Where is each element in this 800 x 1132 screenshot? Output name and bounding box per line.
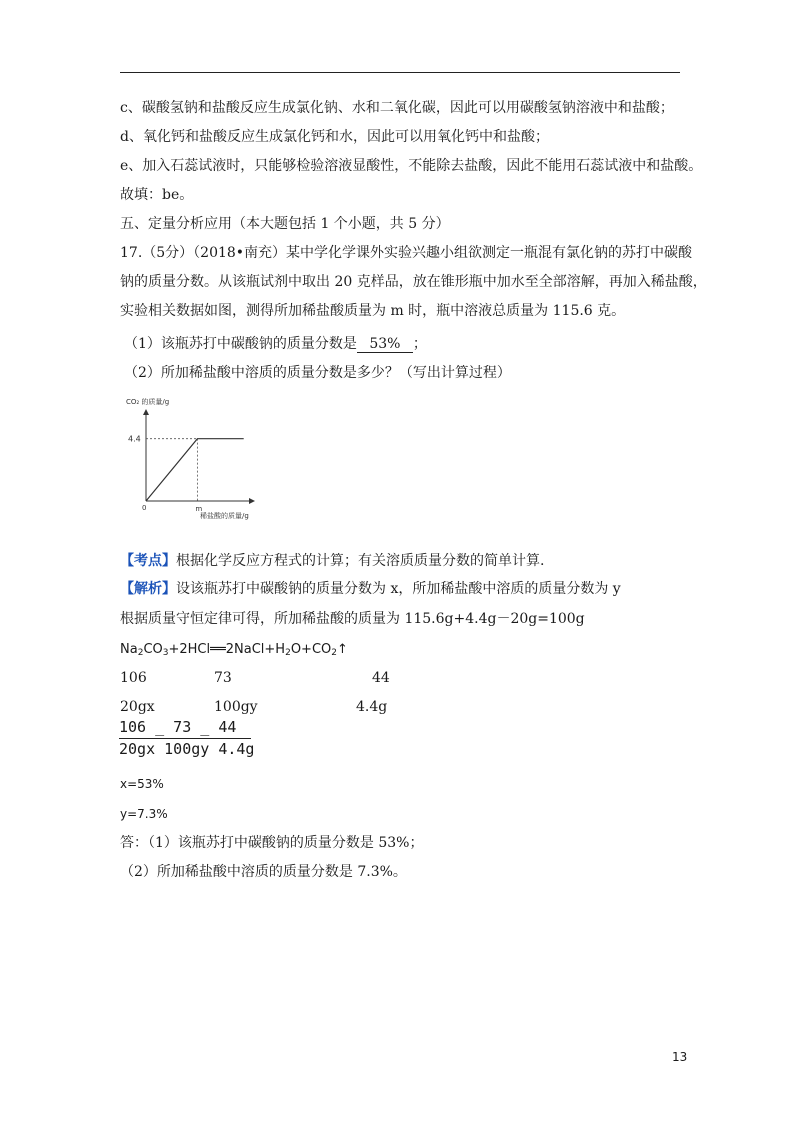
subquestion-1 [124, 334, 427, 354]
page-number: 13 [672, 1050, 688, 1064]
proportion-fraction [119, 718, 259, 760]
jiexi-text: 设该瓶苏打中碳酸钠的质量分数为 x，所加稀盐酸中溶质的质量分数为 y [176, 581, 621, 597]
x-result: x=53% [120, 777, 164, 791]
gas-arrow: ↑ [337, 642, 348, 657]
chemical-equation [120, 640, 348, 663]
question-17-line2: 钠的质量分数。从该瓶试剂中取出 20 克样品，放在锥形瓶中加水至全部溶解，再加入稀盐酸， [120, 274, 707, 290]
mass-na2co3: 106 [120, 670, 147, 686]
fraction-numerators: 106 _ 73 _ 44 [119, 718, 237, 736]
eq-subscript: 2 [137, 648, 144, 658]
subquestion-1-text: （1）该瓶苏打中碳酸钠的质量分数是 [124, 336, 357, 352]
question-17-line3: 实验相关数据如图，测得所加稀盐酸质量为 m 时，瓶中溶液总质量为 115.6 克。 [120, 303, 626, 319]
co2-chart-svg [118, 394, 278, 524]
eq-part: CO [143, 642, 163, 657]
kaodian-text: 根据化学反应方程式的计算；有关溶质质量分数的简单计算. [176, 553, 545, 569]
eq-part: +2HCl══2NaCl+H [168, 642, 286, 657]
kaodian-line [120, 551, 544, 571]
question-17-line1: 17.（5分）（2018•南充）某中学化学课外实验兴趣小组欲测定一瓶混有氯化钠的苏打中碳酸 [120, 245, 693, 261]
answer-blank: 53% [357, 336, 413, 353]
answer-fill: 故填：be。 [120, 187, 194, 203]
amount-hcl: 100gy [214, 699, 258, 715]
mass-co2: 44 [372, 670, 390, 686]
line-e: e、加入石蕊试液时，只能够检验溶液显酸性，不能除去盐酸，因此不能用石蕊试液中和盐酸。 [120, 158, 703, 174]
subquestion-1-end: ； [412, 336, 427, 352]
x-axis-label: 稀盐酸的质量/g [200, 512, 249, 520]
mass-hcl: 73 [214, 670, 232, 686]
x-tick-label: m [195, 505, 203, 513]
eq-part: O+CO [290, 642, 332, 657]
subquestion-2: （2）所加稀盐酸中溶质的质量分数是多少？（写出计算过程） [124, 365, 511, 381]
section-heading: 五、定量分析应用（本大题包括 1 个小题，共 5 分） [120, 216, 450, 232]
fraction-bar [119, 738, 251, 739]
answer-2: （2）所加稀盐酸中溶质的质量分数是 7.3%。 [120, 864, 407, 880]
co2-chart [118, 394, 278, 524]
y-tick-label: 4.4 [128, 434, 141, 444]
amount-co2: 4.4g [356, 699, 388, 715]
fraction-denominators: 20gx 100gy 4.4g [119, 740, 255, 758]
kaodian-tag: 【考点】 [120, 553, 176, 569]
line-c: c、碳酸氢钠和盐酸反应生成氯化钠、水和二氧化碳，因此可以用碳酸氢钠溶液中和盐酸； [120, 100, 674, 116]
eq-subscript: 2 [285, 648, 291, 658]
series-line [146, 439, 244, 501]
header-rule [120, 72, 680, 73]
eq-part: Na [120, 642, 138, 657]
conservation-line: 根据质量守恒定律可得，所加稀盐酸的质量为 115.6g+4.4g－20g=100g [120, 611, 585, 627]
answer-1: 答：（1）该瓶苏打中碳酸钠的质量分数是 53%； [120, 835, 424, 851]
origin-label: 0 [142, 504, 147, 512]
line-d: d、氧化钙和盐酸反应生成氯化钙和水，因此可以用氧化钙中和盐酸； [120, 129, 549, 145]
y-axis-label: CO₂ 的质量/g [126, 398, 170, 406]
amount-na2co3: 20gx [120, 699, 155, 715]
jiexi-tag: 【解析】 [120, 581, 176, 597]
jiexi-line [120, 579, 621, 599]
y-result: y=7.3% [120, 807, 168, 821]
eq-subscript: 2 [331, 648, 337, 658]
eq-subscript: 3 [162, 648, 169, 658]
